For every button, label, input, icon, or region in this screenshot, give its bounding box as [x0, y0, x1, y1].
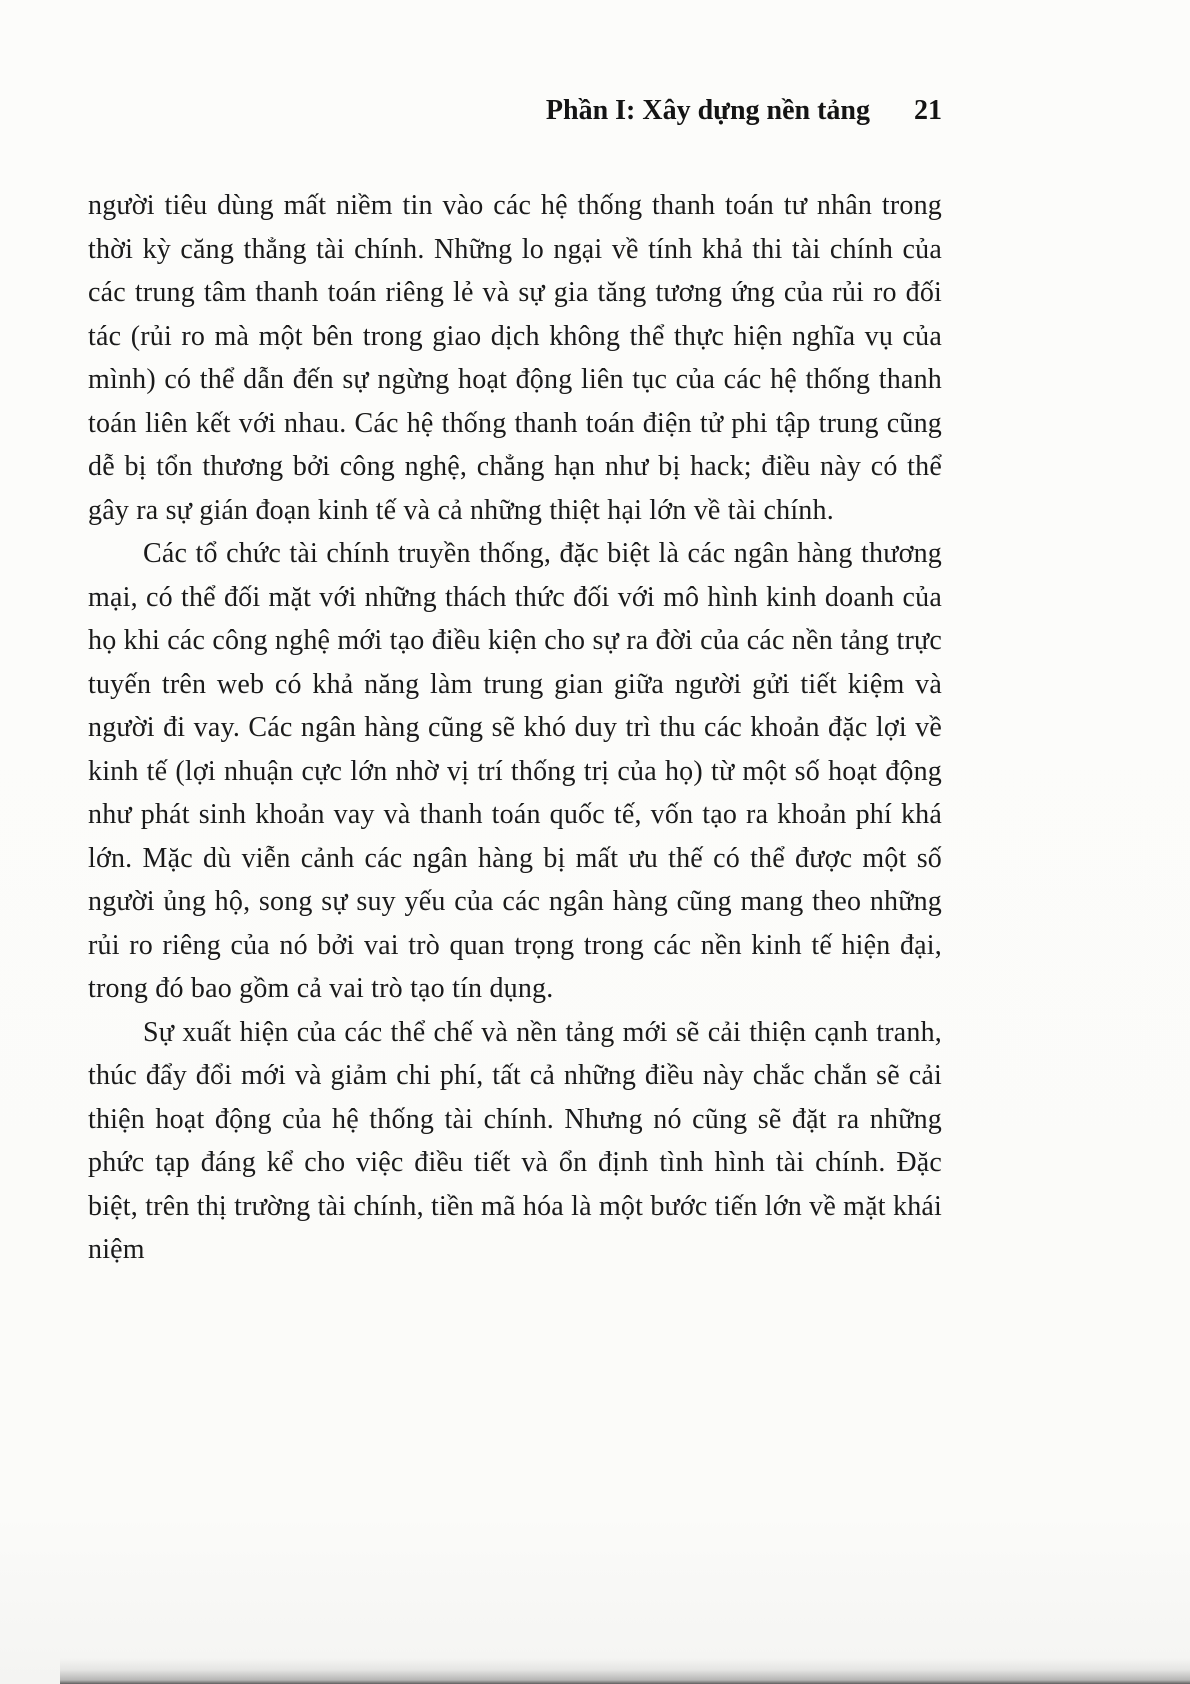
running-head-title: Phần I: Xây dựng nền tảng	[545, 95, 870, 126]
scan-edge-shadow	[60, 1658, 1190, 1684]
page-number: 21	[914, 95, 942, 126]
page-content	[88, 0, 942, 1272]
paragraph: Các tổ chức tài chính truyền thống, đặc biệt là các ngân hàng thương mại, có thể đối mặt với những thách thức đối với mô hình kinh doanh của họ khi các công nghệ mới tạo điều kiện cho sự ra đời của các nền tảng trực tuyến trên web có khả năng làm trung gian giữa người gửi tiết kiệm và người đi vay. Các ngân hàng cũng sẽ khó duy trì thu các khoản đặc lợi về kinh tế (lợi nhuận cực lớn nhờ vị trí thống trị của họ) từ một số hoạt động như phát sinh khoản vay và thanh toán quốc tế, vốn tạo ra khoản phí khá lớn. Mặc dù viễn cảnh các ngân hàng bị mất ưu thế có thể được một số người ủng hộ, song sự suy yếu của các ngân hàng cũng mang theo những rủi ro riêng của nó bởi vai trò quan trọng trong các nền kinh tế hiện đại, trong đó bao gồm cả vai trò tạo tín dụng.	[88, 538, 942, 1004]
paragraph: Sự xuất hiện của các thể chế và nền tảng mới sẽ cải thiện cạnh tranh, thúc đẩy đổi mới và giảm chi phí, tất cả những điều này chắc chắn sẽ cải thiện hoạt động của hệ thống tài chính. Nhưng nó cũng sẽ đặt ra những phức tạp đáng kể cho việc điều tiết và ổn định tình hình tài chính. Đặc biệt, trên thị trường tài chính, tiền mã hóa là một bước tiến lớn về mặt khái niệm	[88, 1016, 942, 1265]
paragraph: người tiêu dùng mất niềm tin vào các hệ thống thanh toán tư nhân trong thời kỳ căng thẳng tài chính. Những lo ngại về tính khả thi tài chính của các trung tâm thanh toán riêng lẻ và sự gia tăng tương ứng của rủi ro đối tác (rủi ro mà một bên trong giao dịch không thể thực hiện nghĩa vụ của mình) có thể dẫn đến sự ngừng hoạt động liên tục của các hệ thống thanh toán liên kết với nhau. Các hệ thống thanh toán điện tử phi tập trung cũng dễ bị tổn thương bởi công nghệ, chẳng hạn như bị hack; điều này có thể gây ra sự gián đoạn kinh tế và cả những thiệt hại lớn về tài chính.	[88, 190, 942, 526]
running-head	[88, 94, 942, 128]
body-text	[88, 184, 942, 1272]
